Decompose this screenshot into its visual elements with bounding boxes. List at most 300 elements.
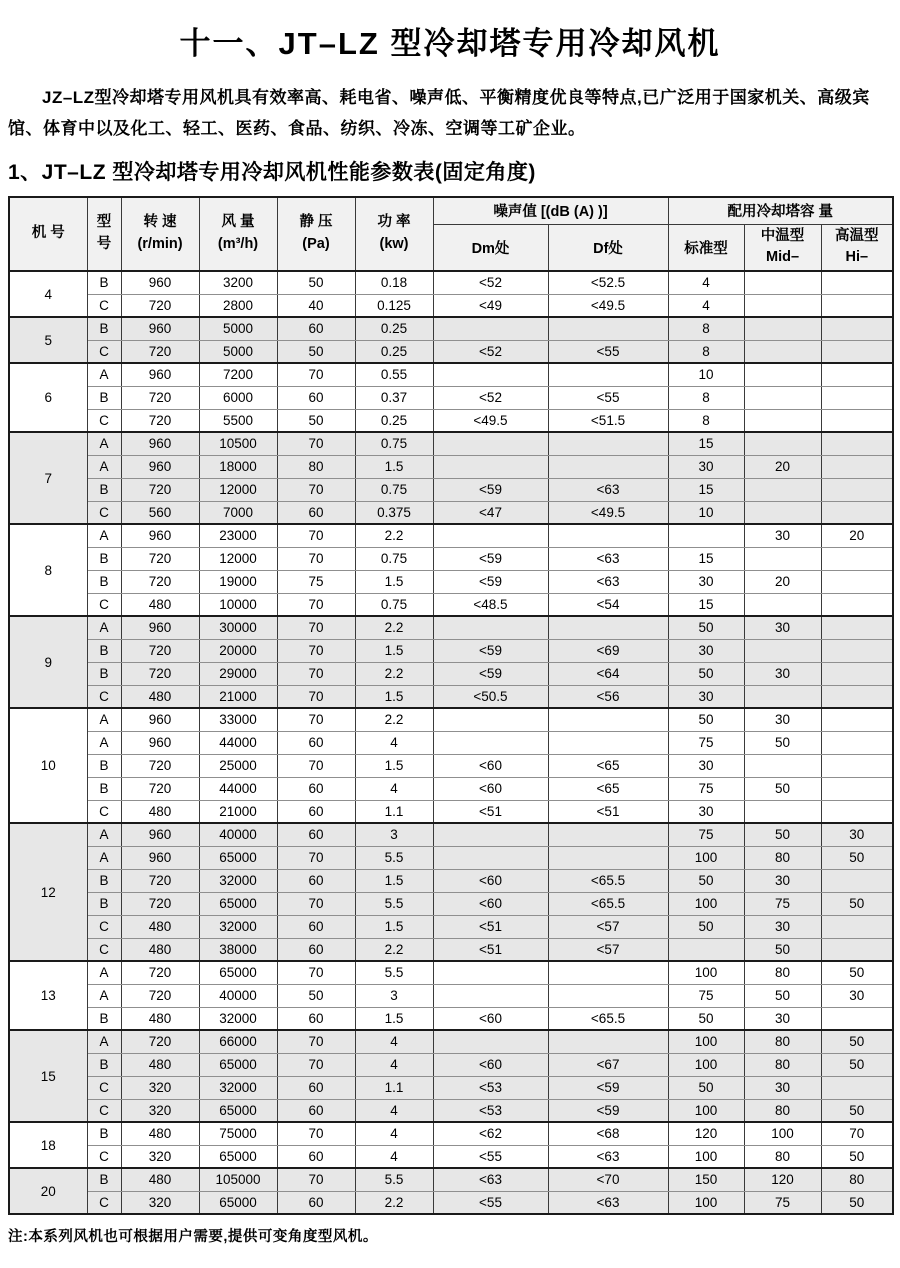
table-cell: B xyxy=(87,478,121,501)
table-cell: 70 xyxy=(277,1122,355,1145)
table-cell: 80 xyxy=(744,1030,821,1053)
table-cell: 4 xyxy=(668,271,744,294)
table-cell: 60 xyxy=(277,800,355,823)
table-cell xyxy=(744,363,821,386)
table-cell: 50 xyxy=(821,961,893,984)
table-cell: 7000 xyxy=(199,501,277,524)
table-cell: <48.5 xyxy=(433,593,548,616)
table-cell: <53 xyxy=(433,1099,548,1122)
table-cell: 70 xyxy=(277,1030,355,1053)
table-cell: 50 xyxy=(277,409,355,432)
table-cell: B xyxy=(87,892,121,915)
table-cell xyxy=(821,685,893,708)
table-cell: 960 xyxy=(121,432,199,455)
table-cell: A xyxy=(87,823,121,846)
table-cell: <51.5 xyxy=(548,409,668,432)
table-cell: 60 xyxy=(277,386,355,409)
table-row xyxy=(9,731,893,754)
table-cell: <51 xyxy=(433,938,548,961)
table-cell xyxy=(548,731,668,754)
table-cell: 10 xyxy=(668,363,744,386)
table-cell: 720 xyxy=(121,869,199,892)
machine-no-cell: 7 xyxy=(9,432,87,524)
table-cell: 80 xyxy=(277,455,355,478)
table-cell xyxy=(821,938,893,961)
table-cell: 5500 xyxy=(199,409,277,432)
table-cell: 65000 xyxy=(199,1099,277,1122)
table-cell: 70 xyxy=(277,616,355,639)
table-cell: A xyxy=(87,455,121,478)
table-cell: 1.5 xyxy=(355,685,433,708)
table-cell xyxy=(548,616,668,639)
table-cell: 0.125 xyxy=(355,294,433,317)
table-row xyxy=(9,317,893,340)
table-cell: 29000 xyxy=(199,662,277,685)
table-cell: B xyxy=(87,754,121,777)
table-cell: 50 xyxy=(821,1191,893,1214)
table-cell: C xyxy=(87,1145,121,1168)
table-cell: 5.5 xyxy=(355,846,433,869)
table-cell: 38000 xyxy=(199,938,277,961)
table-cell: 3 xyxy=(355,984,433,1007)
table-cell: 30 xyxy=(821,823,893,846)
table-cell: <59 xyxy=(433,570,548,593)
table-cell: 720 xyxy=(121,478,199,501)
table-row xyxy=(9,1030,893,1053)
table-cell: <63 xyxy=(548,570,668,593)
table-cell: 60 xyxy=(277,1007,355,1030)
table-cell: 80 xyxy=(744,961,821,984)
table-cell: 720 xyxy=(121,984,199,1007)
table-cell: <65.5 xyxy=(548,869,668,892)
table-cell: 30 xyxy=(668,685,744,708)
table-cell: <60 xyxy=(433,1053,548,1076)
table-cell: <59 xyxy=(433,639,548,662)
table-cell: 65000 xyxy=(199,961,277,984)
table-cell: <60 xyxy=(433,777,548,800)
table-cell: 480 xyxy=(121,1122,199,1145)
table-cell xyxy=(433,455,548,478)
table-row xyxy=(9,708,893,731)
table-row xyxy=(9,455,893,478)
table-cell: 50 xyxy=(668,869,744,892)
table-cell xyxy=(433,823,548,846)
table-cell: 960 xyxy=(121,731,199,754)
table-cell: <67 xyxy=(548,1053,668,1076)
table-cell xyxy=(821,639,893,662)
table-cell xyxy=(548,317,668,340)
table-cell: <49.5 xyxy=(548,294,668,317)
table-cell: <65.5 xyxy=(548,1007,668,1030)
table-cell: <68 xyxy=(548,1122,668,1145)
table-cell: 32000 xyxy=(199,869,277,892)
table-cell: 21000 xyxy=(199,800,277,823)
table-cell: <65.5 xyxy=(548,892,668,915)
table-cell: A xyxy=(87,1030,121,1053)
table-cell: 0.25 xyxy=(355,340,433,363)
table-cell: 50 xyxy=(744,731,821,754)
table-cell: B xyxy=(87,1122,121,1145)
table-row xyxy=(9,1191,893,1214)
table-cell: 80 xyxy=(744,1099,821,1122)
table-cell: 50 xyxy=(277,984,355,1007)
table-cell: <55 xyxy=(433,1191,548,1214)
table-cell: 105000 xyxy=(199,1168,277,1191)
table-row xyxy=(9,1168,893,1191)
table-cell: 100 xyxy=(668,1191,744,1214)
table-cell: <59 xyxy=(433,478,548,501)
table-cell: 65000 xyxy=(199,892,277,915)
table-cell: <60 xyxy=(433,754,548,777)
table-cell: C xyxy=(87,294,121,317)
table-cell xyxy=(821,455,893,478)
table-cell: <51 xyxy=(548,800,668,823)
table-cell: A xyxy=(87,984,121,1007)
table-cell xyxy=(744,639,821,662)
table-cell: C xyxy=(87,340,121,363)
table-cell: 8 xyxy=(668,409,744,432)
table-cell: <55 xyxy=(548,340,668,363)
performance-table xyxy=(8,196,894,1215)
table-cell: 1.5 xyxy=(355,455,433,478)
table-cell: A xyxy=(87,363,121,386)
table-cell xyxy=(821,363,893,386)
table-row xyxy=(9,1145,893,1168)
table-cell: B xyxy=(87,547,121,570)
table-cell: <65 xyxy=(548,754,668,777)
table-cell: 320 xyxy=(121,1099,199,1122)
table-cell xyxy=(821,915,893,938)
table-cell: 480 xyxy=(121,1168,199,1191)
table-cell: A xyxy=(87,961,121,984)
table-cell: 1.5 xyxy=(355,570,433,593)
table-cell: 3200 xyxy=(199,271,277,294)
table-cell: B xyxy=(87,271,121,294)
table-cell xyxy=(821,294,893,317)
table-cell: 75 xyxy=(277,570,355,593)
table-cell: 70 xyxy=(277,685,355,708)
table-cell: 1.1 xyxy=(355,1076,433,1099)
table-cell: 75 xyxy=(668,731,744,754)
table-cell: 480 xyxy=(121,915,199,938)
table-cell: 60 xyxy=(277,1191,355,1214)
table-cell: 44000 xyxy=(199,777,277,800)
table-cell: 70 xyxy=(277,639,355,662)
table-body xyxy=(9,271,893,1214)
table-cell: <60 xyxy=(433,869,548,892)
table-cell: 1.1 xyxy=(355,800,433,823)
table-cell: 4 xyxy=(355,777,433,800)
table-cell: A xyxy=(87,846,121,869)
table-cell: 75 xyxy=(668,984,744,1007)
table-cell: 60 xyxy=(277,731,355,754)
table-cell: 70 xyxy=(277,478,355,501)
table-cell: 70 xyxy=(277,547,355,570)
table-cell: 44000 xyxy=(199,731,277,754)
table-cell: <56 xyxy=(548,685,668,708)
table-cell: <51 xyxy=(433,800,548,823)
table-cell: 30 xyxy=(744,708,821,731)
table-cell: 2800 xyxy=(199,294,277,317)
table-cell: 60 xyxy=(277,915,355,938)
table-cell: 720 xyxy=(121,777,199,800)
table-row xyxy=(9,501,893,524)
table-cell: 60 xyxy=(277,777,355,800)
table-cell: 5.5 xyxy=(355,961,433,984)
table-cell: 5000 xyxy=(199,317,277,340)
table-cell: 5.5 xyxy=(355,892,433,915)
table-cell: 30 xyxy=(744,869,821,892)
table-cell xyxy=(821,570,893,593)
table-cell: B xyxy=(87,869,121,892)
table-header xyxy=(9,197,893,271)
table-cell: 15 xyxy=(668,547,744,570)
table-cell: 720 xyxy=(121,547,199,570)
table-cell: 70 xyxy=(277,1053,355,1076)
header-cap-hi: 高温型 Hi– xyxy=(821,224,893,271)
table-cell: 4 xyxy=(355,1122,433,1145)
table-cell: 30 xyxy=(744,1007,821,1030)
table-cell: 5.5 xyxy=(355,1168,433,1191)
table-cell xyxy=(821,800,893,823)
machine-no-cell: 12 xyxy=(9,823,87,961)
table-row xyxy=(9,892,893,915)
table-cell: 70 xyxy=(277,961,355,984)
table-cell: 10000 xyxy=(199,593,277,616)
table-cell: <59 xyxy=(433,547,548,570)
table-cell: 70 xyxy=(277,1168,355,1191)
table-cell: 4 xyxy=(355,1030,433,1053)
table-cell xyxy=(548,455,668,478)
table-cell xyxy=(433,731,548,754)
table-cell: C xyxy=(87,1076,121,1099)
table-cell: 960 xyxy=(121,271,199,294)
table-cell xyxy=(433,317,548,340)
table-cell: 0.18 xyxy=(355,271,433,294)
table-cell: 75 xyxy=(668,777,744,800)
table-cell xyxy=(548,524,668,547)
table-cell: 480 xyxy=(121,685,199,708)
table-cell: 4 xyxy=(355,731,433,754)
table-cell: 2.2 xyxy=(355,1191,433,1214)
table-cell: 66000 xyxy=(199,1030,277,1053)
table-cell: 0.75 xyxy=(355,593,433,616)
header-pressure: 静 压 (Pa) xyxy=(277,197,355,271)
table-cell xyxy=(821,616,893,639)
table-cell xyxy=(548,363,668,386)
table-cell xyxy=(821,708,893,731)
table-cell: 960 xyxy=(121,317,199,340)
table-cell: <52 xyxy=(433,386,548,409)
table-cell: 30000 xyxy=(199,616,277,639)
table-cell: C xyxy=(87,1099,121,1122)
table-row xyxy=(9,938,893,961)
table-cell: 480 xyxy=(121,800,199,823)
table-cell: 120 xyxy=(668,1122,744,1145)
table-cell xyxy=(433,708,548,731)
table-cell: C xyxy=(87,1191,121,1214)
table-row xyxy=(9,823,893,846)
table-cell: 8 xyxy=(668,340,744,363)
table-cell xyxy=(548,432,668,455)
table-cell: 4 xyxy=(668,294,744,317)
table-cell xyxy=(548,1030,668,1053)
table-cell: 33000 xyxy=(199,708,277,731)
table-cell xyxy=(744,317,821,340)
machine-no-cell: 15 xyxy=(9,1030,87,1122)
table-cell: 80 xyxy=(744,1053,821,1076)
table-cell: 70 xyxy=(277,708,355,731)
table-cell: <63 xyxy=(548,478,668,501)
table-cell: <53 xyxy=(433,1076,548,1099)
table-cell: <60 xyxy=(433,1007,548,1030)
table-cell: 60 xyxy=(277,823,355,846)
table-cell: 75000 xyxy=(199,1122,277,1145)
table-cell xyxy=(744,547,821,570)
table-cell: 10 xyxy=(668,501,744,524)
table-cell: 960 xyxy=(121,846,199,869)
table-cell: <70 xyxy=(548,1168,668,1191)
table-row xyxy=(9,340,893,363)
table-cell: 100 xyxy=(668,1099,744,1122)
table-row xyxy=(9,524,893,547)
table-cell: 50 xyxy=(744,823,821,846)
table-cell: A xyxy=(87,616,121,639)
header-model: 型 号 xyxy=(87,197,121,271)
table-cell: 30 xyxy=(668,754,744,777)
table-cell: 15 xyxy=(668,593,744,616)
table-row xyxy=(9,478,893,501)
table-cell: 50 xyxy=(821,1030,893,1053)
table-cell: C xyxy=(87,593,121,616)
table-cell: 20000 xyxy=(199,639,277,662)
table-cell: 320 xyxy=(121,1076,199,1099)
table-cell: 0.75 xyxy=(355,547,433,570)
table-cell: 60 xyxy=(277,1099,355,1122)
table-row xyxy=(9,754,893,777)
table-cell: <55 xyxy=(433,1145,548,1168)
table-cell: 4 xyxy=(355,1053,433,1076)
table-cell: 80 xyxy=(821,1168,893,1191)
table-cell: 120 xyxy=(744,1168,821,1191)
table-cell xyxy=(744,501,821,524)
table-cell: 60 xyxy=(277,501,355,524)
table-cell xyxy=(744,294,821,317)
table-cell xyxy=(548,961,668,984)
table-cell: 6000 xyxy=(199,386,277,409)
table-cell: 75 xyxy=(744,892,821,915)
table-cell: <63 xyxy=(548,1145,668,1168)
table-cell: 0.75 xyxy=(355,478,433,501)
header-capacity-group: 配用冷却塔容 量 xyxy=(668,197,893,224)
table-cell: 80 xyxy=(744,846,821,869)
table-cell: 75 xyxy=(744,1191,821,1214)
table-cell: B xyxy=(87,1168,121,1191)
table-row xyxy=(9,1007,893,1030)
table-cell: <49.5 xyxy=(433,409,548,432)
table-cell xyxy=(668,938,744,961)
table-cell: 480 xyxy=(121,938,199,961)
table-cell xyxy=(433,1030,548,1053)
table-cell xyxy=(744,340,821,363)
table-cell: <60 xyxy=(433,892,548,915)
table-cell: 12000 xyxy=(199,547,277,570)
machine-no-cell: 18 xyxy=(9,1122,87,1168)
table-cell xyxy=(821,731,893,754)
table-cell: 150 xyxy=(668,1168,744,1191)
table-row xyxy=(9,984,893,1007)
table-cell: 960 xyxy=(121,823,199,846)
table-cell: 50 xyxy=(668,708,744,731)
table-cell: 2.2 xyxy=(355,662,433,685)
table-row xyxy=(9,409,893,432)
table-cell: 50 xyxy=(821,1099,893,1122)
table-cell: 80 xyxy=(744,1145,821,1168)
table-cell xyxy=(821,754,893,777)
table-cell: 60 xyxy=(277,869,355,892)
table-cell: B xyxy=(87,386,121,409)
table-cell: 720 xyxy=(121,1030,199,1053)
table-row xyxy=(9,685,893,708)
table-cell: 5000 xyxy=(199,340,277,363)
table-row xyxy=(9,961,893,984)
table-cell: 8 xyxy=(668,317,744,340)
table-cell: B xyxy=(87,570,121,593)
table-cell: 3 xyxy=(355,823,433,846)
table-cell: 320 xyxy=(121,1145,199,1168)
table-cell: 30 xyxy=(668,639,744,662)
table-cell: <59 xyxy=(548,1076,668,1099)
table-cell: 0.37 xyxy=(355,386,433,409)
table-cell: <65 xyxy=(548,777,668,800)
table-cell: 50 xyxy=(821,1145,893,1168)
table-row xyxy=(9,593,893,616)
header-volume: 风 量 (m³/h) xyxy=(199,197,277,271)
table-cell xyxy=(433,984,548,1007)
table-cell xyxy=(821,386,893,409)
table-cell: 40000 xyxy=(199,823,277,846)
table-cell: 1.5 xyxy=(355,915,433,938)
table-cell xyxy=(744,386,821,409)
table-cell: 720 xyxy=(121,662,199,685)
table-cell: 60 xyxy=(277,1076,355,1099)
table-cell: 720 xyxy=(121,570,199,593)
table-cell: C xyxy=(87,915,121,938)
table-cell: 0.25 xyxy=(355,409,433,432)
table-cell: 720 xyxy=(121,754,199,777)
machine-no-cell: 9 xyxy=(9,616,87,708)
table-row xyxy=(9,846,893,869)
table-cell: 30 xyxy=(668,800,744,823)
page-title: 十一、JT–LZ 型冷却塔专用冷却风机 xyxy=(179,26,721,61)
table-cell: 1.5 xyxy=(355,869,433,892)
table-cell: 50 xyxy=(744,938,821,961)
table-cell: B xyxy=(87,317,121,340)
table-cell xyxy=(821,432,893,455)
table-cell: 480 xyxy=(121,1053,199,1076)
machine-no-cell: 5 xyxy=(9,317,87,363)
table-row xyxy=(9,1053,893,1076)
table-cell: 70 xyxy=(277,892,355,915)
table-cell: 50 xyxy=(668,1007,744,1030)
table-cell: 32000 xyxy=(199,915,277,938)
table-cell: 65000 xyxy=(199,846,277,869)
header-cap-standard: 标准型 xyxy=(668,224,744,271)
table-cell: 0.375 xyxy=(355,501,433,524)
table-cell: 2.2 xyxy=(355,938,433,961)
table-cell xyxy=(821,662,893,685)
table-cell: 70 xyxy=(277,754,355,777)
